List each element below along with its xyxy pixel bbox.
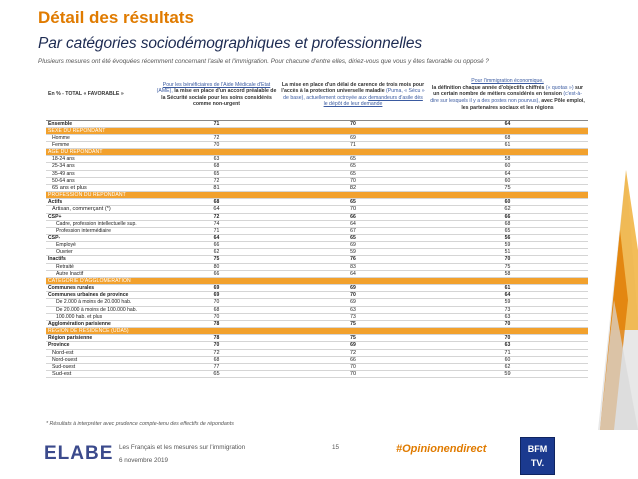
row-label: Artisan, commerçant (*) — [46, 206, 154, 213]
table-row — [46, 270, 588, 277]
row-label: Autre Inactif — [46, 270, 154, 277]
value-cell: 75 — [279, 335, 427, 342]
value-cell: 64 — [427, 170, 588, 177]
value-cell: 78 — [154, 320, 279, 327]
value-cell: 75 — [279, 320, 427, 327]
value-cell: 73 — [427, 306, 588, 313]
value-cell: 75 — [427, 184, 588, 191]
table-row — [46, 242, 588, 249]
value-cell: 72 — [279, 349, 427, 356]
col1-line2a: (AME), — [156, 88, 175, 95]
table-row — [46, 370, 588, 377]
row-label: 18-24 ans — [46, 156, 154, 163]
table-row — [46, 313, 588, 320]
table-row — [46, 170, 588, 177]
table-row — [46, 342, 588, 349]
value-cell: 71 — [279, 141, 427, 148]
table-row — [46, 199, 588, 206]
col3-line2a: la définition chaque année d'objectifs chiffrés — [431, 84, 545, 91]
page-subtitle: Par catégories sociodémographiques et professionnelles — [38, 35, 423, 52]
col3-line2e: avec Pôle emploi, les partenaires sociaux et les régions — [461, 98, 585, 111]
value-cell: 64 — [427, 120, 588, 127]
table-row — [46, 320, 588, 327]
report-title: Les Français et les mesures sur l'immigration — [119, 444, 246, 451]
value-cell: 71 — [154, 227, 279, 234]
value-cell: 60 — [427, 177, 588, 184]
row-label: Retraité — [46, 263, 154, 270]
value-cell: 59 — [427, 242, 588, 249]
column-header-carence — [279, 70, 427, 120]
value-cell: 58 — [427, 156, 588, 163]
row-label: Nord-ouest — [46, 356, 154, 363]
value-cell: 69 — [279, 299, 427, 306]
table-row — [46, 120, 588, 127]
value-cell: 65 — [154, 170, 279, 177]
table-row — [46, 177, 588, 184]
value-cell: 71 — [154, 120, 279, 127]
value-cell: 69 — [154, 285, 279, 292]
table-row — [46, 163, 588, 170]
value-cell: 59 — [427, 299, 588, 306]
row-label: 25-34 ans — [46, 163, 154, 170]
bfm-logo-line2: TV. — [530, 458, 545, 468]
value-cell: 65 — [279, 156, 427, 163]
value-cell: 75 — [427, 263, 588, 270]
value-cell: 70 — [154, 141, 279, 148]
table-row — [46, 184, 588, 191]
table-row — [46, 349, 588, 356]
value-cell: 76 — [279, 256, 427, 263]
value-cell: 72 — [154, 177, 279, 184]
row-label: 35-49 ans — [46, 170, 154, 177]
section-label: SEXE DU RÉPONDANT — [46, 127, 588, 134]
value-cell: 65 — [154, 370, 279, 377]
value-cell: 64 — [154, 235, 279, 242]
row-label: 100.000 hab. et plus — [46, 313, 154, 320]
value-cell: 70 — [154, 313, 279, 320]
table-row — [46, 213, 588, 220]
col3-line2c: sur un certain nombre de métiers considérés en tension — [433, 84, 584, 98]
value-cell: 66 — [279, 213, 427, 220]
value-cell: 62 — [427, 206, 588, 213]
survey-question: Plusieurs mesures ont été évoquées récemment concernant l'asile et l'immigration. Pour chacune d'entre elles, diriez-vous que vous y êtes favorable ou opposé ? — [38, 58, 489, 65]
value-cell: 65 — [279, 170, 427, 177]
value-cell: 66 — [154, 270, 279, 277]
value-cell: 70 — [279, 206, 427, 213]
row-label: CSP- — [46, 235, 154, 242]
row-label: Nord-est — [46, 349, 154, 356]
value-cell: 70 — [279, 370, 427, 377]
row-label: Ensemble — [46, 120, 154, 127]
value-cell: 63 — [427, 342, 588, 349]
value-cell: 67 — [279, 227, 427, 234]
value-cell: 70 — [427, 335, 588, 342]
value-cell: 58 — [427, 270, 588, 277]
value-cell: 81 — [154, 184, 279, 191]
value-cell: 69 — [279, 285, 427, 292]
section-label: RÉGION DE RÉSIDENCE (UDA5) — [46, 328, 588, 335]
table-row — [46, 141, 588, 148]
value-cell: 69 — [154, 292, 279, 299]
value-cell: 70 — [154, 299, 279, 306]
value-cell: 68 — [154, 306, 279, 313]
row-label: CSP+ — [46, 213, 154, 220]
value-cell: 70 — [427, 256, 588, 263]
section-header-row — [46, 192, 588, 199]
value-cell: 64 — [279, 220, 427, 227]
value-cell: 65 — [279, 199, 427, 206]
section-header-row — [46, 149, 588, 156]
value-cell: 61 — [427, 141, 588, 148]
value-cell: 65 — [279, 235, 427, 242]
row-label: 65 ans et plus — [46, 184, 154, 191]
value-cell: 59 — [427, 370, 588, 377]
table-row — [46, 249, 588, 256]
value-cell: 72 — [154, 134, 279, 141]
value-cell: 60 — [427, 199, 588, 206]
row-label: Sud-ouest — [46, 363, 154, 370]
table-row — [46, 256, 588, 263]
value-cell: 82 — [279, 184, 427, 191]
value-cell: 61 — [427, 285, 588, 292]
value-cell: 68 — [154, 356, 279, 363]
table-row — [46, 263, 588, 270]
table-row — [46, 235, 588, 242]
table-row — [46, 335, 588, 342]
section-header-row — [46, 127, 588, 134]
table-header-row — [46, 70, 588, 120]
col1-line1: Pour les bénéficiaires de l'Aide Médicale d'Etat — [162, 81, 271, 88]
value-cell: 72 — [154, 213, 279, 220]
section-header-row — [46, 277, 588, 284]
value-cell: 69 — [279, 134, 427, 141]
row-label: Profession intermédiaire — [46, 227, 154, 234]
table-row — [46, 356, 588, 363]
section-header-row — [46, 328, 588, 335]
value-cell: 70 — [427, 320, 588, 327]
value-cell: 72 — [154, 349, 279, 356]
value-cell: 68 — [427, 220, 588, 227]
row-label: Agglomération parisienne — [46, 320, 154, 327]
value-cell: 65 — [279, 163, 427, 170]
row-label: Province — [46, 342, 154, 349]
value-cell: 62 — [154, 249, 279, 256]
value-cell: 63 — [427, 313, 588, 320]
value-cell: 63 — [154, 156, 279, 163]
value-cell: 70 — [279, 292, 427, 299]
column-header-quotas — [427, 70, 588, 120]
value-cell: 68 — [427, 134, 588, 141]
row-label: Homme — [46, 134, 154, 141]
value-cell: 66 — [427, 213, 588, 220]
bfm-logo-line1: BFM — [527, 444, 548, 454]
value-cell: 60 — [427, 356, 588, 363]
table-row — [46, 285, 588, 292]
decorative-triangle-graphic — [580, 0, 638, 479]
page-number: 15 — [332, 444, 340, 451]
value-cell: 77 — [154, 363, 279, 370]
row-label: 50-64 ans — [46, 177, 154, 184]
col2-line1c: demandeurs d'asile dès le dépôt de leur demande — [323, 94, 423, 108]
results-table — [46, 70, 588, 378]
col3-line2b: (« quotas ») — [544, 84, 575, 91]
row-label: Inactifs — [46, 256, 154, 263]
value-cell: 66 — [279, 356, 427, 363]
row-label: Communes rurales — [46, 285, 154, 292]
row-label: Communes urbaines de province — [46, 292, 154, 299]
table-row — [46, 134, 588, 141]
value-cell: 70 — [279, 177, 427, 184]
value-cell: 73 — [279, 313, 427, 320]
value-cell: 70 — [279, 120, 427, 127]
section-label: CATÉGORIE D'AGGLOMÉRATION — [46, 277, 588, 284]
value-cell: 74 — [154, 220, 279, 227]
report-date: 6 novembre 2019 — [119, 457, 169, 464]
value-cell: 56 — [427, 235, 588, 242]
value-cell: 70 — [279, 363, 427, 370]
table-row — [46, 206, 588, 213]
hashtag: #Opinionendirect — [396, 443, 487, 455]
row-label: De 2.000 à moins de 20.000 hab. — [46, 299, 154, 306]
row-label: Cadre, profession intellectuelle sup. — [46, 220, 154, 227]
value-cell: 69 — [279, 242, 427, 249]
value-cell: 64 — [279, 270, 427, 277]
value-cell: 75 — [154, 256, 279, 263]
table-row — [46, 292, 588, 299]
value-cell: 80 — [154, 263, 279, 270]
value-cell: 70 — [154, 342, 279, 349]
table-body — [46, 120, 588, 378]
value-cell: 68 — [154, 163, 279, 170]
value-cell: 65 — [427, 227, 588, 234]
row-label: De 20.000 à moins de 100.000 hab. — [46, 306, 154, 313]
page-title: Détail des résultats — [38, 8, 194, 27]
col2-line1a: La mise en place d'un délai de carence de trois mois pour l'accès à la protection universelle maladie — [281, 81, 425, 95]
row-label: Sud-est — [46, 370, 154, 377]
col2-line1b: (Puma, « Sécu » de base), actuellement octroyée aux — [283, 88, 425, 101]
footnote: * Résultats à interpréter avec prudence compte-tenu des effectifs de répondants — [46, 421, 234, 427]
section-label: ÂGE DU RÉPONDANT — [46, 149, 588, 156]
table-row — [46, 220, 588, 227]
elabe-logo: ELABE — [44, 443, 114, 464]
table-row — [46, 306, 588, 313]
col3-line1: Pour l'immigration économique, — [471, 78, 544, 85]
corner-label: En % - TOTAL « FAVORABLE » — [46, 70, 154, 120]
row-label: Ouvrier — [46, 249, 154, 256]
table-row — [46, 227, 588, 234]
value-cell: 64 — [154, 206, 279, 213]
value-cell: 83 — [279, 263, 427, 270]
table-row — [46, 363, 588, 370]
value-cell: 71 — [427, 349, 588, 356]
value-cell: 69 — [279, 342, 427, 349]
value-cell: 63 — [279, 306, 427, 313]
column-header-ame — [154, 70, 279, 120]
value-cell: 66 — [154, 242, 279, 249]
section-label: PROFESSION DU RÉPONDANT — [46, 192, 588, 199]
value-cell: 78 — [154, 335, 279, 342]
table-row — [46, 156, 588, 163]
col3-line2d: (c'est-à-dire sur lesquels il y a des postes non pourvus), — [430, 91, 582, 105]
value-cell: 59 — [279, 249, 427, 256]
table-row — [46, 299, 588, 306]
value-cell: 51 — [427, 249, 588, 256]
row-label: Région parisienne — [46, 335, 154, 342]
bfm-tv-logo — [520, 437, 555, 475]
value-cell: 62 — [427, 363, 588, 370]
row-label: Femme — [46, 141, 154, 148]
value-cell: 60 — [427, 163, 588, 170]
value-cell: 68 — [154, 199, 279, 206]
row-label: Actifs — [46, 199, 154, 206]
row-label: Employé — [46, 242, 154, 249]
value-cell: 64 — [427, 292, 588, 299]
col1-line2b: la mise en place d'un accord préalable de la Sécurité sociale pour les soins considérés comme non-urgent — [161, 88, 277, 108]
